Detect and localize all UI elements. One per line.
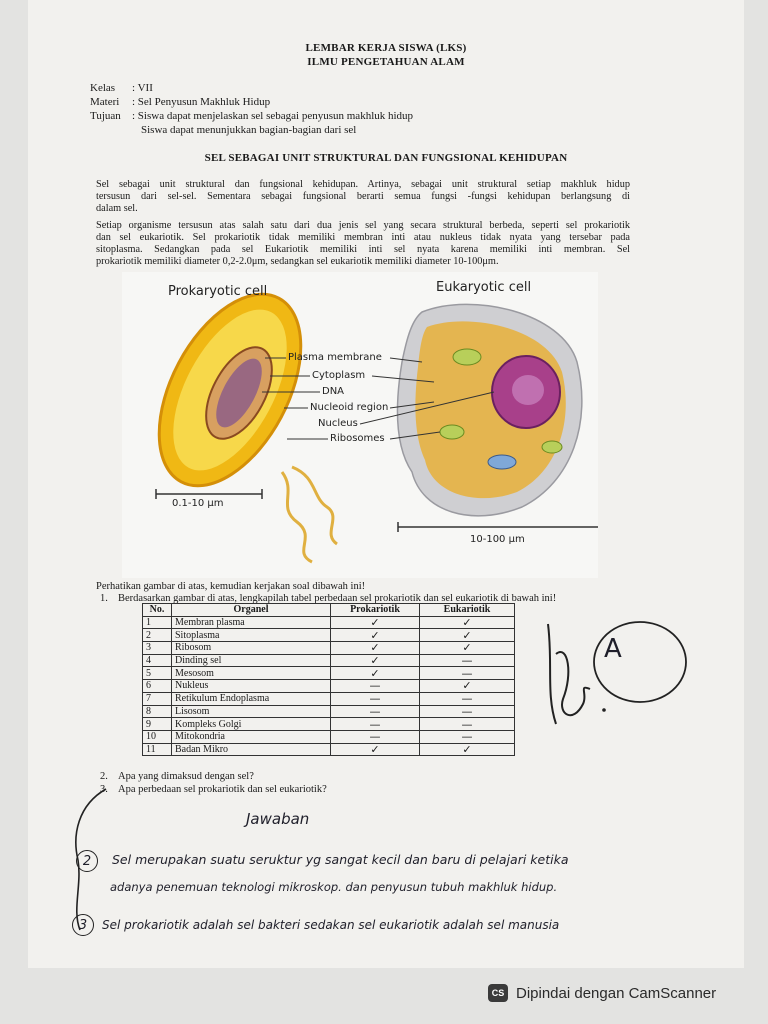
row-eukariotik-mark: — — [420, 718, 515, 731]
header-prokariotik: Prokariotik — [331, 604, 420, 617]
row-eukariotik-mark: — — [420, 667, 515, 680]
camscanner-text: Dipindai dengan CamScanner — [516, 984, 717, 1002]
row-number: 11 — [143, 743, 172, 756]
row-eukariotik-mark: ✓ — [420, 616, 515, 629]
camscanner-logo: CS — [488, 984, 508, 1002]
row-number: 4 — [143, 654, 172, 667]
answer-heading: Jawaban — [246, 810, 310, 828]
row-eukariotik-mark: ✓ — [420, 629, 515, 642]
row-organel: Dinding sel — [172, 654, 331, 667]
table-row — [143, 680, 515, 693]
row-number: 8 — [143, 705, 172, 718]
table-row — [143, 718, 515, 731]
table-row — [143, 667, 515, 680]
row-eukariotik-mark: ✓ — [420, 642, 515, 655]
section-title: SEL SEBAGAI UNIT STRUKTURAL DAN FUNGSIONAL KEHIDUPAN — [204, 152, 568, 164]
answer-2-number: 2 — [82, 854, 92, 869]
row-organel: Mitokondria — [172, 730, 331, 743]
table-row — [143, 692, 515, 705]
row-eukariotik-mark: ✓ — [420, 743, 515, 756]
label-ribosomes: Ribosomes — [330, 433, 385, 444]
paragraph-2 — [96, 220, 630, 268]
row-prokariotik-mark: ✓ — [331, 629, 420, 642]
tujuan-value-1: : Siswa dapat menjelaskan sel sebagai penyusun makhluk hidup — [132, 110, 414, 122]
row-organel: Ribosom — [172, 642, 331, 655]
row-number: 10 — [143, 730, 172, 743]
prokaryotic-cell-illustration — [130, 272, 337, 562]
materi-value: : Sel Penyusun Makhluk Hidup — [132, 96, 271, 108]
table-header-row — [143, 604, 515, 617]
row-eukariotik-mark: — — [420, 654, 515, 667]
table-row — [143, 629, 515, 642]
row-prokariotik-mark: — — [331, 705, 420, 718]
table-row — [143, 730, 515, 743]
label-nucleus: Nucleus — [318, 418, 358, 429]
header-no: No. — [143, 604, 172, 617]
eukaryotic-scale-label: 10-100 μm — [470, 534, 525, 545]
row-prokariotik-mark: ✓ — [331, 616, 420, 629]
prokaryotic-scale-label: 0.1-10 μm — [172, 498, 224, 509]
worksheet-page — [28, 0, 744, 968]
row-number: 2 — [143, 629, 172, 642]
row-organel: Retikulum Endoplasma — [172, 692, 331, 705]
paragraph-line: dalam sel. — [96, 203, 138, 214]
cell-diagram — [122, 272, 598, 578]
cell-diagram-art — [122, 272, 598, 578]
row-number: 1 — [143, 616, 172, 629]
table-row — [143, 616, 515, 629]
row-number: 5 — [143, 667, 172, 680]
row-eukariotik-mark: — — [420, 730, 515, 743]
kelas-label: Kelas — [90, 82, 116, 94]
row-eukariotik-mark: — — [420, 692, 515, 705]
paragraph-line: prokariotik memiliki diameter 0,2-2.0μm, sedangkan sel eukariotik memiliki diameter 10-100μm. — [96, 256, 499, 267]
answer-2-line-1: Sel merupakan suatu seruktur yg sangat kecil dan baru di pelajari ketika — [112, 852, 569, 867]
row-prokariotik-mark: ✓ — [331, 667, 420, 680]
row-number: 9 — [143, 718, 172, 731]
instruction-text: Perhatikan gambar di atas, kemudian kerjakan soal dibawah ini! — [96, 581, 366, 592]
paragraph-line: sitoplasma. Sedangkan pada sel Eukariotik memiliki inti sel nyata karena memiliki inti membran. Sel — [96, 244, 630, 255]
kelas-value: : VII — [132, 82, 153, 94]
tujuan-value-2: Siswa dapat menunjukkan bagian-bagian dari sel — [141, 124, 357, 136]
question-3-text: Apa perbedaan sel prokariotik dan sel eukariotik? — [118, 784, 327, 795]
row-prokariotik-mark: — — [331, 718, 420, 731]
question-1-number: 1. — [100, 593, 108, 604]
row-organel: Sitoplasma — [172, 629, 331, 642]
eukaryotic-cell-title: Eukaryotic cell — [436, 280, 532, 295]
row-organel: Membran plasma — [172, 616, 331, 629]
row-prokariotik-mark: ✓ — [331, 642, 420, 655]
question-2-number: 2. — [100, 771, 108, 782]
row-number: 3 — [143, 642, 172, 655]
prokaryotic-cell-title: Prokaryotic cell — [168, 284, 268, 299]
row-prokariotik-mark: — — [331, 692, 420, 705]
paragraph-line: dan sel eukariotik. Sel prokariotik tidak memiliki membran inti atau nukleus tidak nyata yang tersebar pada — [96, 232, 630, 243]
answer-2-number-circle — [76, 850, 98, 872]
row-organel: Kompleks Golgi — [172, 718, 331, 731]
row-organel: Lisosom — [172, 705, 331, 718]
row-prokariotik-mark: ✓ — [331, 743, 420, 756]
row-organel: Nukleus — [172, 680, 331, 693]
row-number: 7 — [143, 692, 172, 705]
question-1-text: Berdasarkan gambar di atas, lengkapilah tabel perbedaan sel prokariotik dan sel eukariotik di bawah ini! — [118, 593, 557, 604]
tujuan-label: Tujuan — [90, 110, 121, 122]
label-nucleoid-region: Nucleoid region — [310, 402, 389, 413]
signature-mark: A — [604, 634, 622, 664]
camscanner-watermark — [488, 984, 716, 1002]
row-number: 6 — [143, 680, 172, 693]
table-row — [143, 642, 515, 655]
label-dna: DNA — [322, 386, 345, 397]
paragraph-line: tersusun dari sel-sel. Sementara sebagai fungsional berarti semua fungsi -fungsi kehidupan berlangsung di — [96, 191, 630, 202]
answer-3-line-1: Sel prokariotik adalah sel bakteri sedakan sel eukariotik adalah sel manusia — [102, 918, 560, 932]
header-organel: Organel — [172, 604, 331, 617]
row-organel: Badan Mikro — [172, 743, 331, 756]
paragraph-line: Sel sebagai unit struktural dan fungsional kehidupan. Artinya, sebagai unit struktural setiap makhluk hidup — [96, 179, 630, 190]
row-organel: Mesosom — [172, 667, 331, 680]
row-prokariotik-mark: — — [331, 680, 420, 693]
table-row — [143, 705, 515, 718]
organelle-table — [142, 603, 515, 756]
materi-label: Materi — [90, 96, 120, 108]
row-eukariotik-mark: — — [420, 705, 515, 718]
header-eukariotik: Eukariotik — [420, 604, 515, 617]
table-row — [143, 743, 515, 756]
worksheet-subtitle: ILMU PENGETAHUAN ALAM — [307, 56, 465, 68]
paragraph-line: Setiap organisme tersusun atas salah satu dari dua jenis sel yang secara struktural berbeda, seperti sel prokariotik — [96, 220, 630, 231]
question-2-text: Apa yang dimaksud dengan sel? — [118, 771, 254, 782]
table-row — [143, 654, 515, 667]
signature-drawing — [528, 604, 708, 744]
row-prokariotik-mark: — — [331, 730, 420, 743]
row-prokariotik-mark: ✓ — [331, 654, 420, 667]
row-eukariotik-mark: ✓ — [420, 680, 515, 693]
label-plasma-membrane: Plasma membrane — [288, 352, 382, 363]
question-3-number: 3. — [100, 784, 108, 795]
label-cytoplasm: Cytoplasm — [312, 370, 366, 381]
eukaryotic-cell-illustration — [398, 304, 582, 515]
answer-3-number-circle — [72, 914, 94, 936]
worksheet-title: LEMBAR KERJA SISWA (LKS) — [305, 42, 467, 54]
answer-2-line-2: adanya penemuan teknologi mikroskop. dan penyusun tubuh makhluk hidup. — [110, 880, 558, 894]
answer-3-number: 3 — [78, 918, 88, 933]
paragraph-1 — [96, 179, 630, 215]
